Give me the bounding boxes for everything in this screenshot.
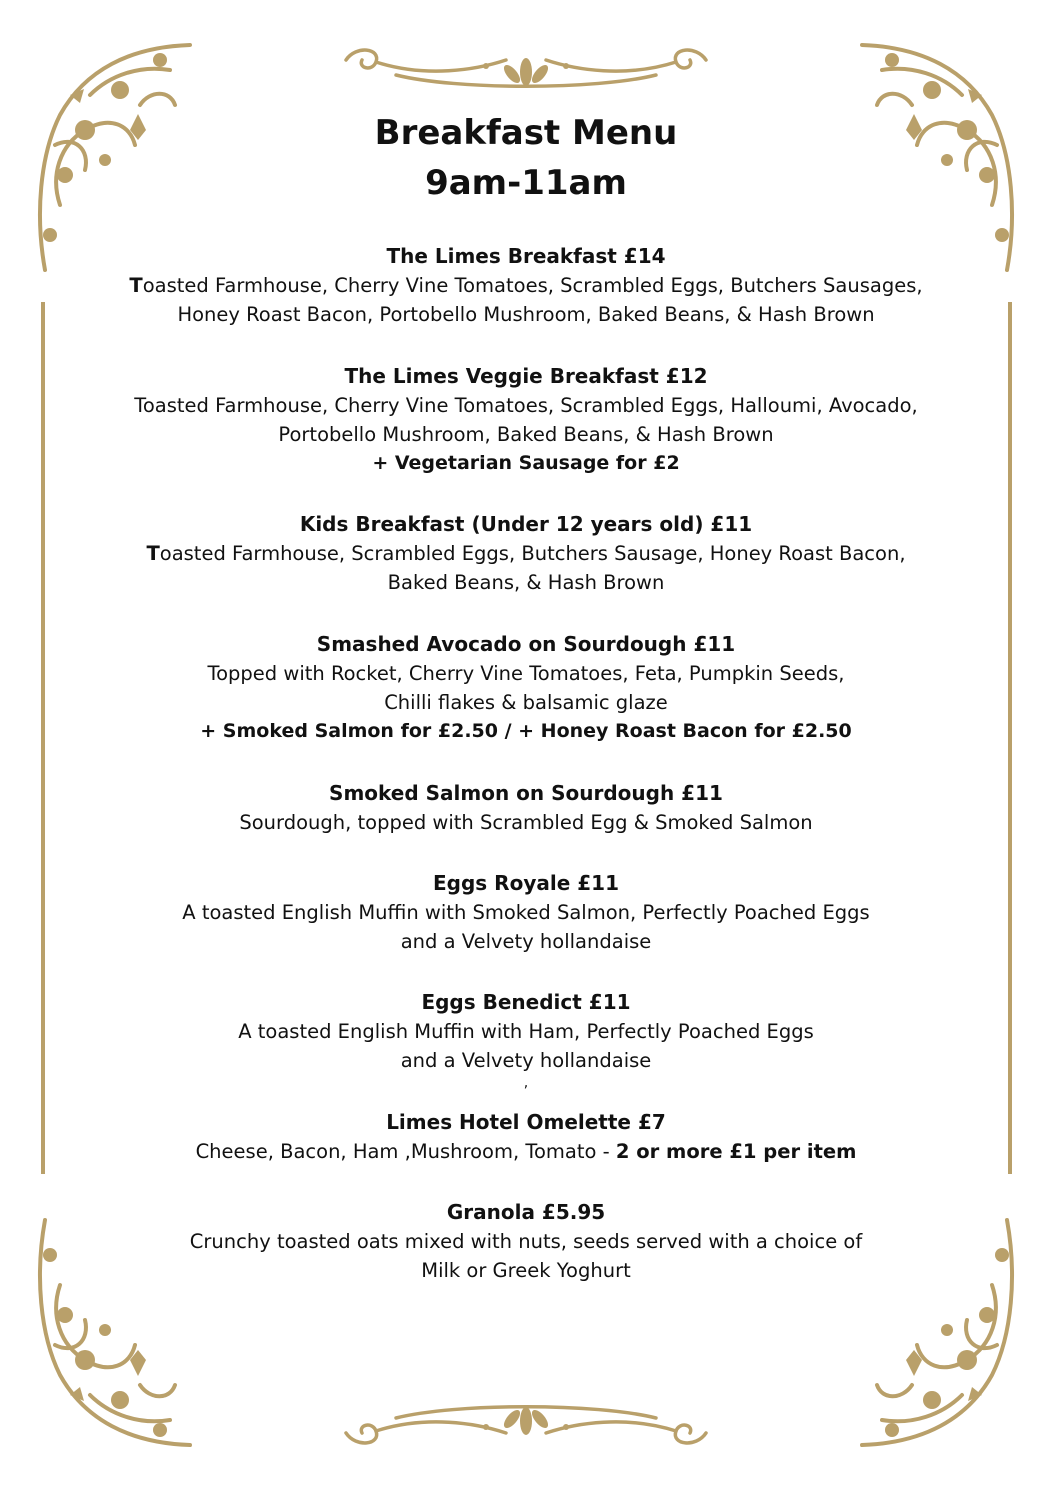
item-description: Honey Roast Bacon, Portobello Mushroom, Baked Beans, & Hash Brown [177,303,875,326]
item-description: Toasted Farmhouse, Scrambled Eggs, Butchers Sausage, Honey Roast Bacon, [146,542,906,565]
item-description: Cheese, Bacon, Ham ,Mushroom, Tomato - 2 or more £1 per item [195,1140,857,1163]
drop-letter: T [146,542,160,565]
item-name: The Limes Veggie Breakfast £12 [344,364,708,388]
scroll-ornament-bottom [336,1398,716,1453]
menu-title: Breakfast Menu [374,113,678,153]
scroll-ornament-top [336,40,716,95]
item-name: The Limes Breakfast £14 [386,244,666,268]
item-name: Smashed Avocado on Sourdough £11 [316,632,736,656]
item-name: Eggs Benedict £11 [421,990,631,1014]
menu-hours: 9am-11am [425,163,627,203]
item-name: Granola £5.95 [446,1200,606,1224]
item-description: and a Velvety hollandaise [400,930,652,953]
item-description: A toasted English Muffin with Ham, Perfectly Poached Eggs [238,1020,814,1043]
item-description: Crunchy toasted oats mixed with nuts, seeds served with a choice of [189,1230,863,1253]
border-line-left [41,302,45,1174]
menu-item-smoked-salmon [80,779,972,837]
item-extra: + Smoked Salmon for £2.50 / + Honey Roast Bacon for £2.50 [200,720,852,742]
item-name: Smoked Salmon on Sourdough £11 [329,781,723,805]
menu-item-kids-breakfast [80,510,972,597]
item-extra: 2 or more £1 per item [615,1140,857,1163]
border-line-right [1008,302,1012,1174]
item-name: Limes Hotel Omelette £7 [386,1110,666,1134]
menu-item-eggs-royale [80,869,972,956]
item-description: Topped with Rocket, Cherry Vine Tomatoes, Feta, Pumpkin Seeds, [207,662,845,685]
item-description: Milk or Greek Yoghurt [421,1259,631,1282]
item-description: Portobello Mushroom, Baked Beans, & Hash Brown [278,423,774,446]
stray-comma: , [523,1075,529,1091]
menu-item-omelette [80,1108,972,1166]
item-description: A toasted English Muffin with Smoked Salmon, Perfectly Poached Eggs [182,901,870,924]
item-description: Chilli flakes & balsamic glaze [384,691,668,714]
drop-letter: T [129,274,143,297]
item-description: Sourdough, topped with Scrambled Egg & Smoked Salmon [239,811,813,834]
item-description: and a Velvety hollandaise [400,1049,652,1072]
item-name: Eggs Royale £11 [433,871,619,895]
item-description: Toasted Farmhouse, Cherry Vine Tomatoes, Scrambled Eggs, Halloumi, Avocado, [134,394,918,417]
item-name: Kids Breakfast (Under 12 years old) £11 [299,512,753,536]
item-description: Baked Beans, & Hash Brown [387,571,665,594]
menu-item-veggie-breakfast [80,362,972,478]
item-extra: + Vegetarian Sausage for £2 [372,452,680,474]
menu-item-eggs-benedict [80,988,972,1091]
menu-item-granola [80,1198,972,1285]
item-description: Toasted Farmhouse, Cherry Vine Tomatoes, Scrambled Eggs, Butchers Sausages, [129,274,923,297]
menu-item-limes-breakfast [80,242,972,329]
menu-item-smashed-avocado [80,630,972,746]
